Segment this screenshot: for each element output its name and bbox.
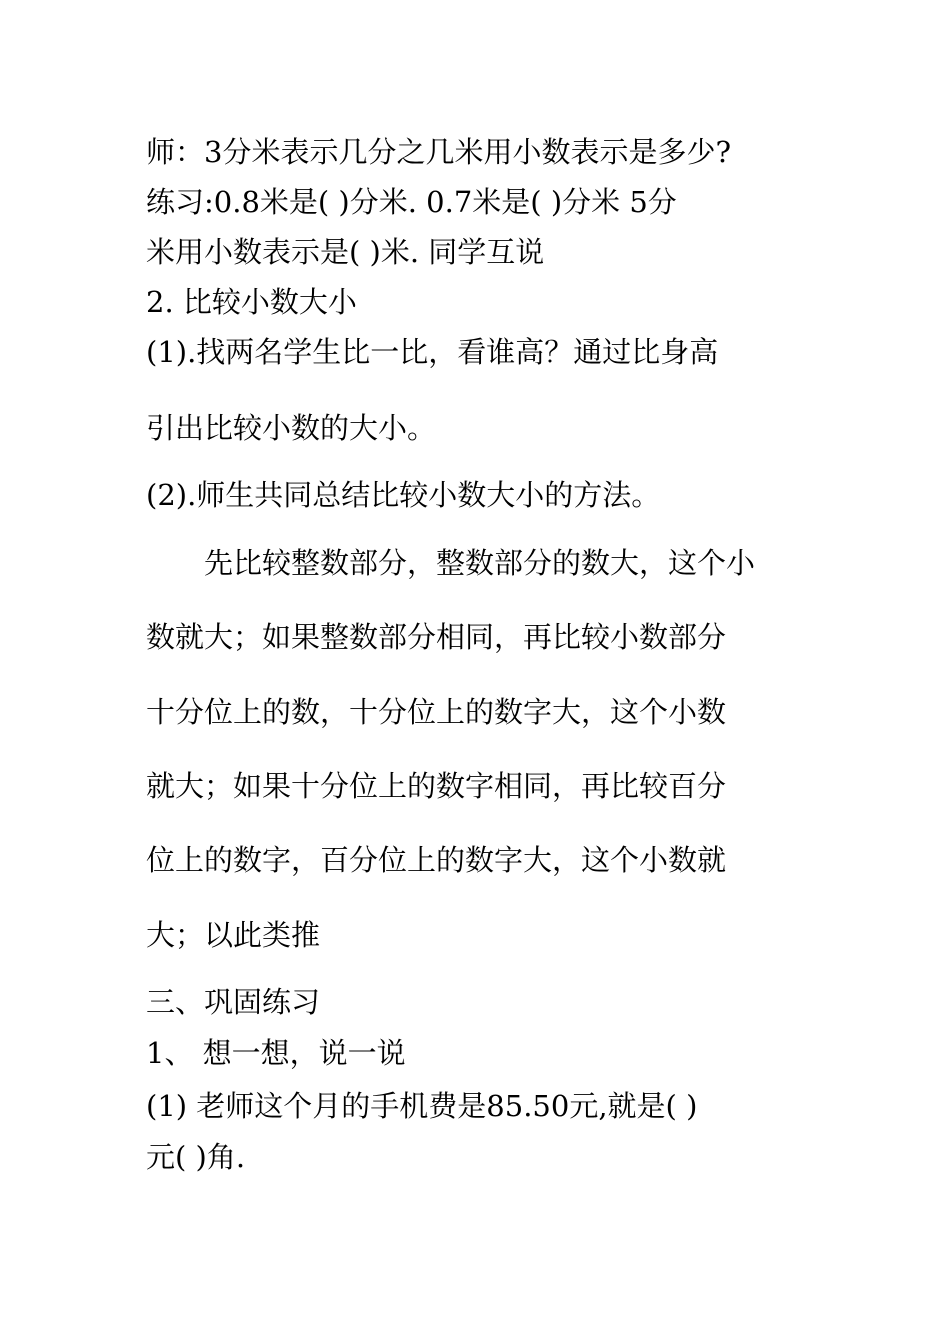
text-line: 先比较整数部分，整数部分的数大，这个小 <box>146 546 756 580</box>
section-heading: 三、巩固练习 <box>146 985 321 1019</box>
text-line: 十分位上的数，十分位上的数字大，这个小数 <box>146 695 727 729</box>
text-line: 米用小数表示是( )米. 同学互说 <box>146 235 545 269</box>
section-heading: 2. 比较小数大小 <box>146 285 357 319</box>
subsection-heading: 1、 想一想，说一说 <box>146 1036 406 1070</box>
text-line: (2).师生共同总结比较小数大小的方法。 <box>146 478 661 512</box>
text-line: (1) 老师这个月的手机费是85.50元,就是( ) <box>146 1089 698 1123</box>
text-line: 引出比较小数的大小。 <box>146 411 437 445</box>
text-line: 大；以此类推 <box>146 918 321 952</box>
text-line: 位上的数字，百分位上的数字大，这个小数就 <box>146 843 727 877</box>
text-line: 数就大；如果整数部分相同，再比较小数部分 <box>146 620 727 654</box>
text-line: 元( )角. <box>146 1140 246 1174</box>
text-line: 练习:0.8米是( )分米. 0.7米是( )分米 5分 <box>146 185 677 219</box>
text-line: (1).找两名学生比一比，看谁高？通过比身高 <box>146 335 719 369</box>
text-line: 就大；如果十分位上的数字相同，再比较百分 <box>146 769 727 803</box>
text-line: 师：3分米表示几分之几米用小数表示是多少? <box>146 135 731 169</box>
